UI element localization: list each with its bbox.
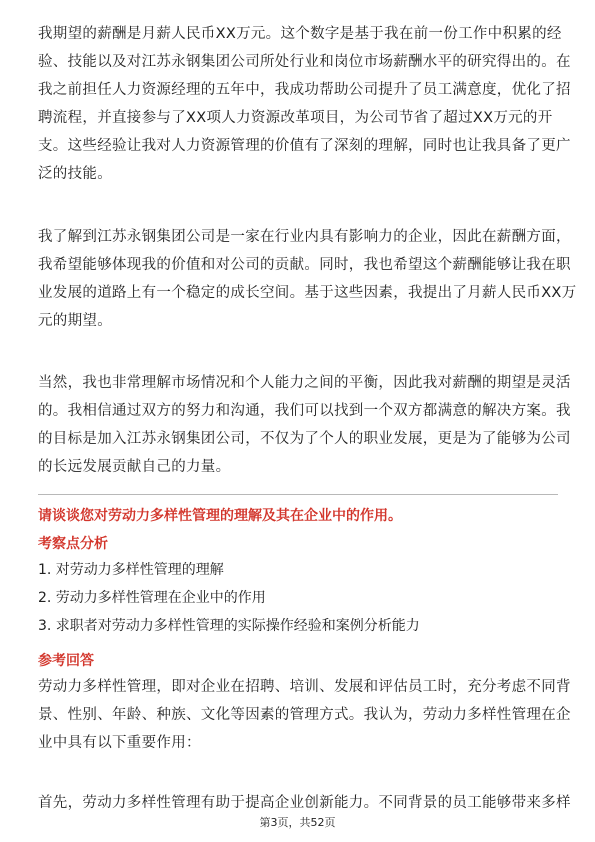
text-line: 景、性别、年龄、种族、文化等因素的管理方式。我认为，劳动力多样性管理在企: [38, 707, 571, 723]
text-line: 我希望能够体现我的价值和对公司的贡献。同时，我也希望这个薪酬能够让我在职: [38, 257, 571, 273]
paragraph-1: [38, 20, 571, 188]
text-line: 劳动力多样性管理，即对企业在招聘、培训、发展和评估员工时，充分考虑不同背: [38, 679, 571, 695]
text-line: 的目标是加入江苏永钢集团公司，不仅为了个人的职业发展，更是为了能够为公司: [38, 431, 571, 447]
list-item: 2. 劳动力多样性管理在企业中的作用: [38, 590, 266, 606]
analysis-heading: 考察点分析: [38, 536, 108, 552]
paragraph-2: [38, 223, 577, 335]
text-line: 我期望的薪酬是月薪人民币XX万元。这个数字是基于我在前一份工作中积累的经: [38, 26, 562, 42]
text-line: 业中具有以下重要作用：: [38, 735, 201, 751]
text-line: 验、技能以及对江苏永钢集团公司所处行业和岗位市场薪酬水平的研究得出的。在: [38, 54, 571, 70]
list-item: 3. 求职者对劳动力多样性管理的实际操作经验和案例分析能力: [38, 618, 420, 634]
text-line: 的。我相信通过双方的努力和沟通，我们可以找到一个双方都满意的解决方案。我: [38, 403, 571, 419]
answer-paragraph-2: [38, 789, 571, 817]
text-line: 首先，劳动力多样性管理有助于提高企业创新能力。不同背景的员工能够带来多样: [38, 795, 571, 811]
text-line: 元的期望。: [38, 313, 112, 329]
answer-paragraph-1: [38, 673, 571, 757]
text-line: 我之前担任人力资源经理的五年中，我成功帮助公司提升了员工满意度，优化了招: [38, 82, 571, 98]
text-line: 我了解到江苏永钢集团公司是一家在行业内具有影响力的企业，因此在薪酬方面，: [38, 229, 571, 245]
section-divider: [38, 494, 558, 495]
question-title: 请谈谈您对劳动力多样性管理的理解及其在企业中的作用。: [38, 508, 402, 524]
page-footer: 第3页，共52页: [259, 816, 336, 829]
paragraph-3: [38, 369, 571, 481]
answer-heading: 参考回答: [38, 653, 94, 669]
list-item: 1. 对劳动力多样性管理的理解: [38, 562, 224, 578]
text-line: 业发展的道路上有一个稳定的成长空间。基于这些因素，我提出了月薪人民币XX万: [38, 285, 577, 301]
text-line: 支。这些经验让我对人力资源管理的价值有了深刻的理解，同时也让我具备了更广: [38, 138, 571, 154]
text-line: 的长远发展贡献自己的力量。: [38, 459, 231, 475]
text-line: 聘流程，并直接参与了XX项人力资源改革项目，为公司节省了超过XX万元的开: [38, 110, 553, 126]
text-line: 当然，我也非常理解市场情况和个人能力之间的平衡，因此我对薪酬的期望是灵活: [38, 375, 571, 391]
text-line: 泛的技能。: [38, 166, 112, 182]
